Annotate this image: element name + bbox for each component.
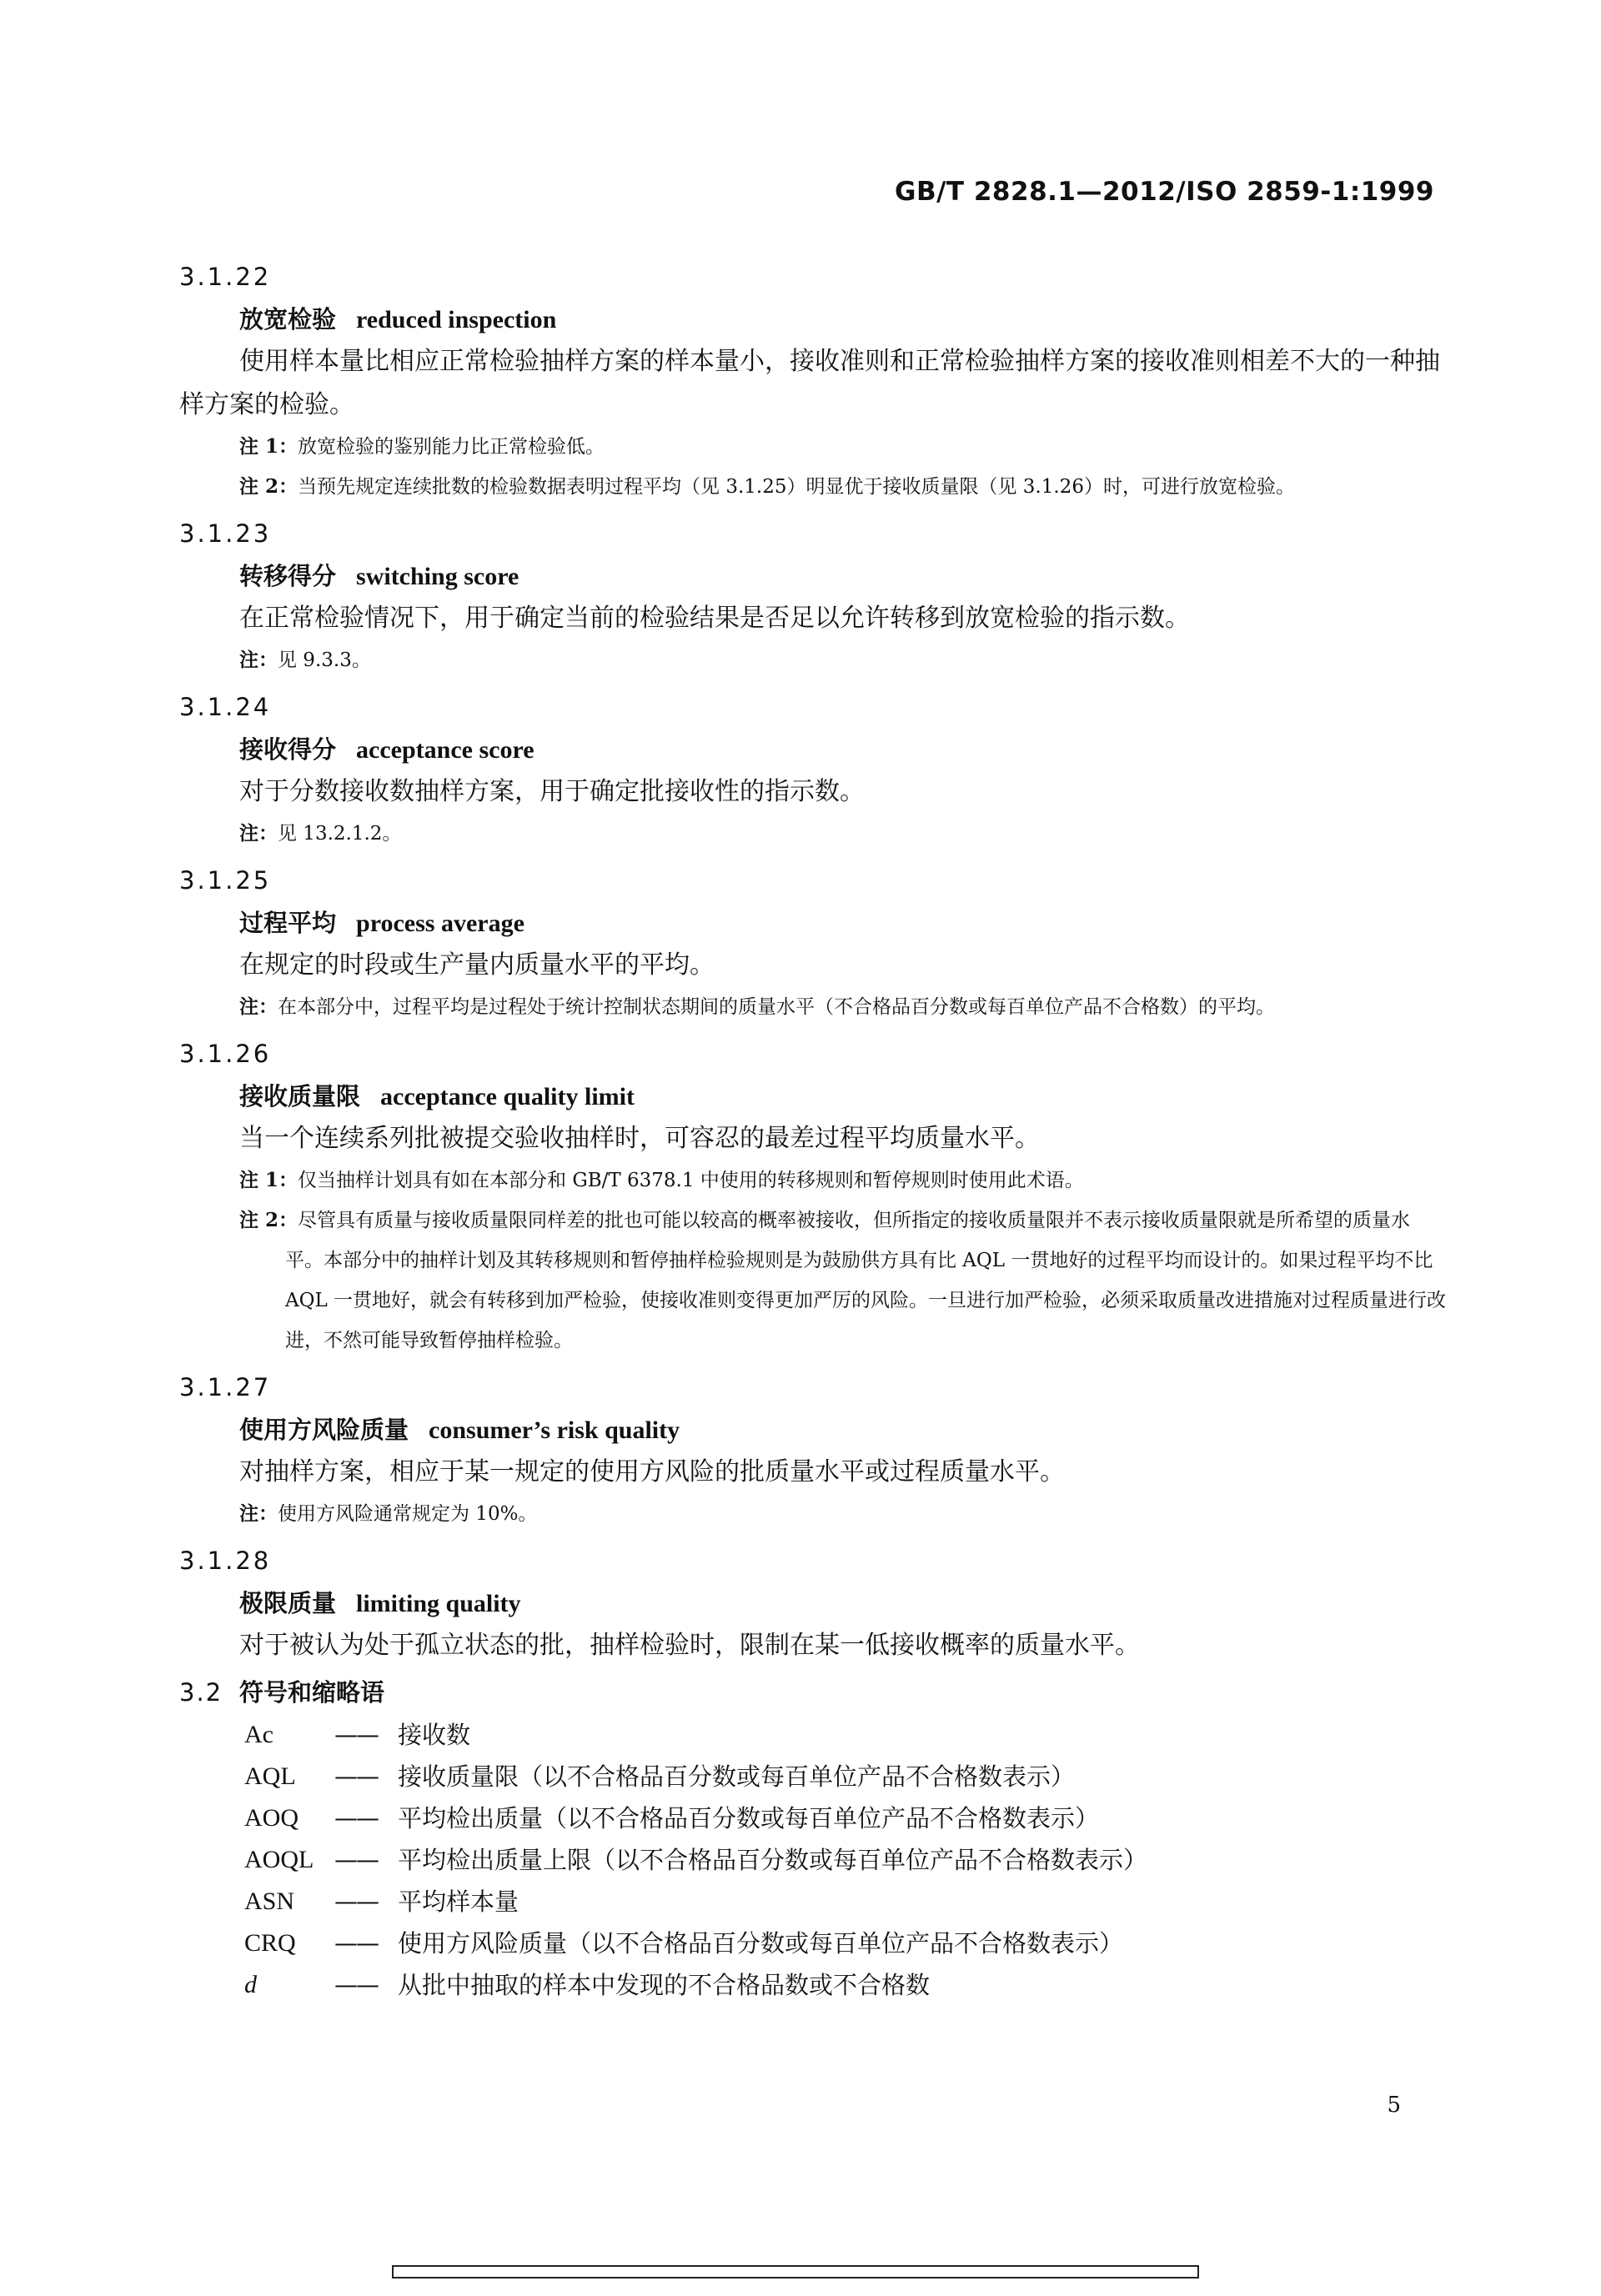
term-en: reduced inspection xyxy=(356,306,557,333)
term-en: acceptance score xyxy=(356,736,535,764)
term-definition: 对于分数接收数抽样方案，用于确定批接收性的指示数。 xyxy=(239,777,865,806)
symbol-row-aql xyxy=(244,1756,1447,1797)
note-text: 仅当抽样计划具有如在本部分和 GB/T 6378.1 中使用的转移规则和暂停规则时使用此术语。 xyxy=(298,1170,1084,1191)
term-heading xyxy=(239,298,1447,340)
clause-number: 3.1.25 xyxy=(179,866,272,895)
symbol-meaning: 平均检出质量上限（以不合格品百分数或每百单位产品不合格数表示） xyxy=(398,1846,1148,1874)
section-heading xyxy=(179,1671,1447,1714)
section-symbols xyxy=(179,1671,1447,2006)
term-definition: 对抽样方案，相应于某一规定的使用方风险的批质量水平或过程质量水平。 xyxy=(239,1457,1065,1486)
clause-number: 3.1.24 xyxy=(179,693,272,721)
symbol-dash: —— xyxy=(334,1887,378,1915)
note xyxy=(239,1494,1447,1534)
symbol-meaning: 接收质量限（以不合格品百分数或每百单位产品不合格数表示） xyxy=(398,1762,1076,1791)
clause-number: 3.1.28 xyxy=(179,1547,272,1575)
term-heading xyxy=(239,902,1447,944)
page-number: 5 xyxy=(1387,2093,1401,2118)
term-heading xyxy=(239,1582,1447,1624)
note-text: 当预先规定连续批数的检验数据表明过程平均（见 3.1.25）明显优于接收质量限（见 3.1.26）时，可进行放宽检验。 xyxy=(298,476,1295,498)
note-2 xyxy=(239,1201,1447,1361)
term-zh: 接收质量限 xyxy=(239,1082,361,1110)
term-heading xyxy=(239,729,1447,770)
symbol-row-ac xyxy=(244,1714,1447,1756)
term-zh: 过程平均 xyxy=(239,909,337,937)
note xyxy=(239,814,1447,854)
note-text: 见 13.2.1.2。 xyxy=(278,823,402,845)
note-1 xyxy=(239,427,1447,467)
symbol-dash: —— xyxy=(334,1804,378,1832)
note-text: 尽管具有质量与接收质量限同样差的批也可能以较高的概率被接收，但所指定的接收质量限并不表示接收质量限就是所希望的质量水平。本部分中的抽样计划及其转移规则和暂停抽样检验规则是为鼓励供方具有比 AQL 一贯地好的过程平均而设计的。如果过程平均不比 AQL 一贯地好，就会有转移到加严检验，使接收准则变得更加严厉的风险。一旦进行加严检验，必须采取质量改进措施对过程质量进行改进，不然可能导致暂停抽样检验。 xyxy=(285,1210,1447,1351)
term-zh: 转移得分 xyxy=(239,562,337,590)
term-en: process average xyxy=(356,910,524,937)
note-label: 注： xyxy=(239,995,278,1018)
symbol-meaning: 平均检出质量（以不合格品百分数或每百单位产品不合格数表示） xyxy=(398,1804,1100,1832)
note-label: 注： xyxy=(239,1502,278,1525)
symbol-dash: —— xyxy=(334,1721,378,1748)
note xyxy=(239,640,1447,680)
term-zh: 极限质量 xyxy=(239,1589,337,1617)
note-label: 注 1： xyxy=(239,1169,299,1191)
clause-3-1-22 xyxy=(179,255,1447,507)
scan-edge-bar xyxy=(392,2265,1199,2278)
clause-3-1-26 xyxy=(179,1032,1447,1361)
note-label: 注 2： xyxy=(239,475,299,498)
page-content xyxy=(179,250,1447,2006)
term-en: limiting quality xyxy=(356,1590,521,1617)
term-heading xyxy=(239,1075,1447,1117)
symbol-dash: —— xyxy=(334,1929,378,1957)
symbol-meaning: 接收数 xyxy=(398,1721,471,1749)
symbol: Ac xyxy=(244,1721,274,1748)
symbol-dash: —— xyxy=(334,1846,378,1873)
symbol-meaning: 使用方风险质量（以不合格品百分数或每百单位产品不合格数表示） xyxy=(398,1929,1124,1958)
symbol: CRQ xyxy=(244,1929,296,1957)
section-title: 符号和缩略语 xyxy=(239,1678,385,1707)
clause-number: 3.1.26 xyxy=(179,1040,272,1068)
note-label: 注 1： xyxy=(239,435,299,458)
clause-number: 3.1.27 xyxy=(179,1373,272,1401)
standard-id-header: GB/T 2828.1—2012/ISO 2859-1:1999 xyxy=(895,177,1434,207)
term-en: switching score xyxy=(356,563,519,590)
note-label: 注 2： xyxy=(239,1209,299,1231)
term-en: consumer’s risk quality xyxy=(429,1416,680,1444)
symbol-row-d xyxy=(244,1964,1447,2006)
term-definition: 在正常检验情况下，用于确定当前的检验结果是否足以允许转移到放宽检验的指示数。 xyxy=(239,604,1190,633)
note-label: 注： xyxy=(239,822,278,845)
term-definition: 当一个连续系列批被提交验收抽样时，可容忍的最差过程平均质量水平。 xyxy=(239,1124,1040,1153)
term-definition: 使用样本量比相应正常检验抽样方案的样本量小，接收准则和正常检验抽样方案的接收准则相差不大的一种抽样方案的检验。 xyxy=(179,347,1440,419)
note-text: 见 9.3.3。 xyxy=(278,649,371,671)
symbol: AQL xyxy=(244,1762,296,1790)
section-number: 3.2 xyxy=(179,1678,223,1707)
term-zh: 使用方风险质量 xyxy=(239,1416,409,1444)
term-heading xyxy=(239,1409,1447,1451)
term-zh: 放宽检验 xyxy=(239,305,337,333)
symbol-row-aoq xyxy=(244,1797,1447,1839)
symbol-meaning: 平均样本量 xyxy=(398,1887,519,1916)
clause-number: 3.1.22 xyxy=(179,263,272,291)
term-definition: 在规定的时段或生产量内质量水平的平均。 xyxy=(239,950,715,980)
symbol-meaning: 从批中抽取的样本中发现的不合格品数或不合格数 xyxy=(398,1971,931,1999)
clause-3-1-24 xyxy=(179,685,1447,854)
symbol-row-aoql xyxy=(244,1839,1447,1881)
term-en: acceptance quality limit xyxy=(380,1083,635,1110)
clause-3-1-23 xyxy=(179,512,1447,680)
note-text: 使用方风险通常规定为 10%。 xyxy=(278,1503,538,1525)
term-heading xyxy=(239,555,1447,597)
symbol-row-asn xyxy=(244,1881,1447,1923)
symbol: AOQL xyxy=(244,1846,314,1873)
symbol: AOQ xyxy=(244,1804,299,1832)
symbol-row-crq xyxy=(244,1923,1447,1964)
symbol-dash: —— xyxy=(334,1971,378,1998)
clause-3-1-28 xyxy=(179,1539,1447,1667)
note-text: 放宽检验的鉴别能力比正常检验低。 xyxy=(298,436,605,458)
note-2 xyxy=(239,467,1447,507)
note-label: 注： xyxy=(239,649,278,671)
symbol: ASN xyxy=(244,1887,295,1915)
note-1 xyxy=(239,1161,1447,1201)
clause-3-1-25 xyxy=(179,859,1447,1027)
note-text: 在本部分中，过程平均是过程处于统计控制状态期间的质量水平（不合格品百分数或每百单位产品不合格数）的平均。 xyxy=(278,996,1275,1018)
clause-number: 3.1.23 xyxy=(179,519,272,548)
note xyxy=(239,987,1447,1027)
symbol: d xyxy=(244,1971,257,1998)
symbol-dash: —— xyxy=(334,1762,378,1790)
term-definition: 对于被认为处于孤立状态的批，抽样检验时，限制在某一低接收概率的质量水平。 xyxy=(239,1631,1140,1660)
clause-3-1-27 xyxy=(179,1366,1447,1534)
term-zh: 接收得分 xyxy=(239,735,337,764)
